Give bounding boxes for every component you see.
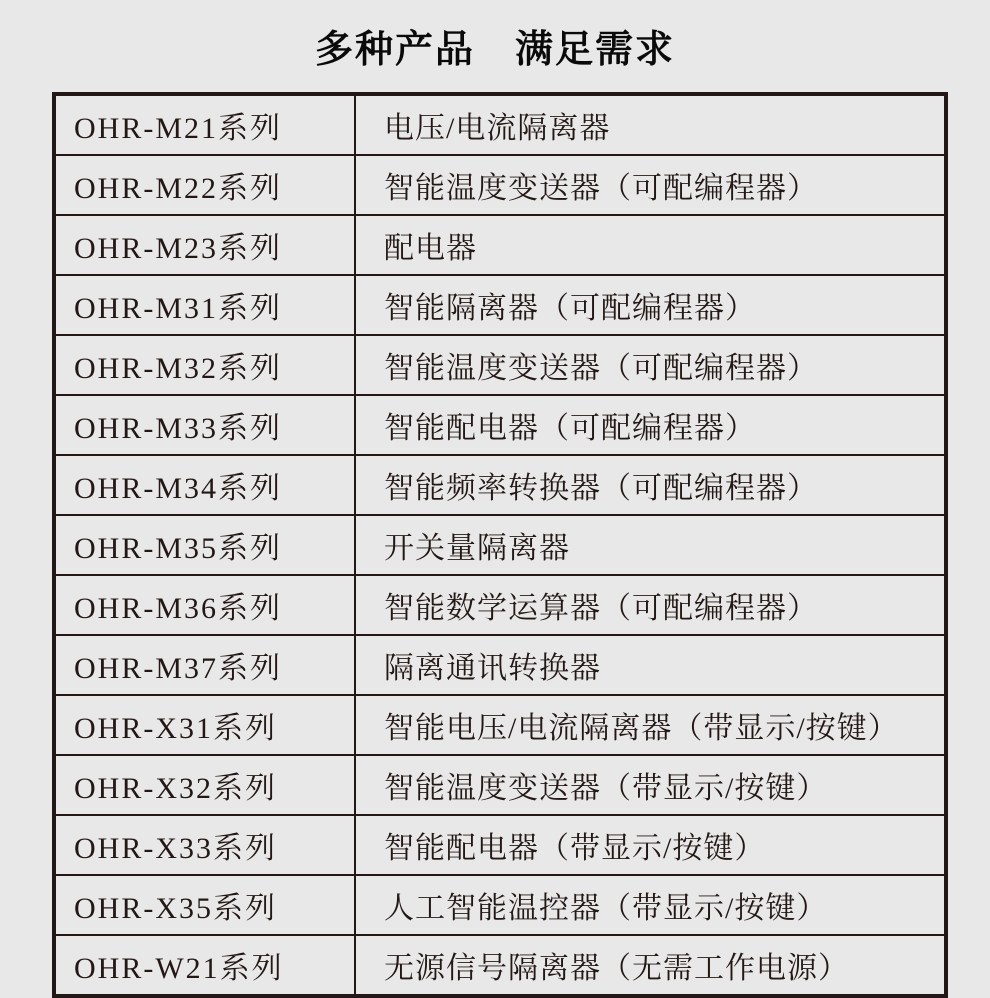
description-cell: 开关量隔离器 <box>355 515 946 575</box>
table-row <box>54 695 946 755</box>
table-row <box>54 455 946 515</box>
table-row <box>54 335 946 395</box>
series-cell: OHR-M35系列 <box>54 515 355 575</box>
description-cell: 智能频率转换器（可配编程器） <box>355 455 946 515</box>
table-row <box>54 94 946 155</box>
description-cell: 电压/电流隔离器 <box>355 94 946 155</box>
series-cell: OHR-M34系列 <box>54 455 355 515</box>
series-cell: OHR-M32系列 <box>54 335 355 395</box>
table-row <box>54 155 946 215</box>
description-cell: 隔离通讯转换器 <box>355 635 946 695</box>
description-cell: 智能温度变送器（可配编程器） <box>355 335 946 395</box>
description-cell: 智能配电器（带显示/按键） <box>355 815 946 875</box>
series-cell: OHR-M23系列 <box>54 215 355 275</box>
table-row <box>54 515 946 575</box>
description-cell: 智能电压/电流隔离器（带显示/按键） <box>355 695 946 755</box>
series-cell: OHR-M22系列 <box>54 155 355 215</box>
series-cell: OHR-M36系列 <box>54 575 355 635</box>
description-cell: 智能数学运算器（可配编程器） <box>355 575 946 635</box>
table-row <box>54 815 946 875</box>
page-title: 多种产品 满足需求 <box>314 29 675 71</box>
series-cell: OHR-M21系列 <box>54 94 355 155</box>
series-cell: OHR-X31系列 <box>54 695 355 755</box>
series-cell: OHR-X33系列 <box>54 815 355 875</box>
table-row <box>54 935 946 996</box>
table-row <box>54 575 946 635</box>
description-cell: 人工智能温控器（带显示/按键） <box>355 875 946 935</box>
description-cell: 智能隔离器（可配编程器） <box>355 275 946 335</box>
product-series-table-body <box>54 94 946 996</box>
table-row <box>54 215 946 275</box>
series-cell: OHR-M33系列 <box>54 395 355 455</box>
table-row <box>54 875 946 935</box>
description-cell: 配电器 <box>355 215 946 275</box>
description-cell: 无源信号隔离器（无需工作电源） <box>355 935 946 996</box>
table-row <box>54 755 946 815</box>
series-cell: OHR-X35系列 <box>54 875 355 935</box>
table-row <box>54 275 946 335</box>
description-cell: 智能温度变送器（带显示/按键） <box>355 755 946 815</box>
series-cell: OHR-W21系列 <box>54 935 355 996</box>
table-row <box>54 635 946 695</box>
series-cell: OHR-M37系列 <box>54 635 355 695</box>
series-cell: OHR-X32系列 <box>54 755 355 815</box>
series-cell: OHR-M31系列 <box>54 275 355 335</box>
product-series-table <box>52 92 948 998</box>
description-cell: 智能配电器（可配编程器） <box>355 395 946 455</box>
table-row <box>54 395 946 455</box>
description-cell: 智能温度变送器（可配编程器） <box>355 155 946 215</box>
